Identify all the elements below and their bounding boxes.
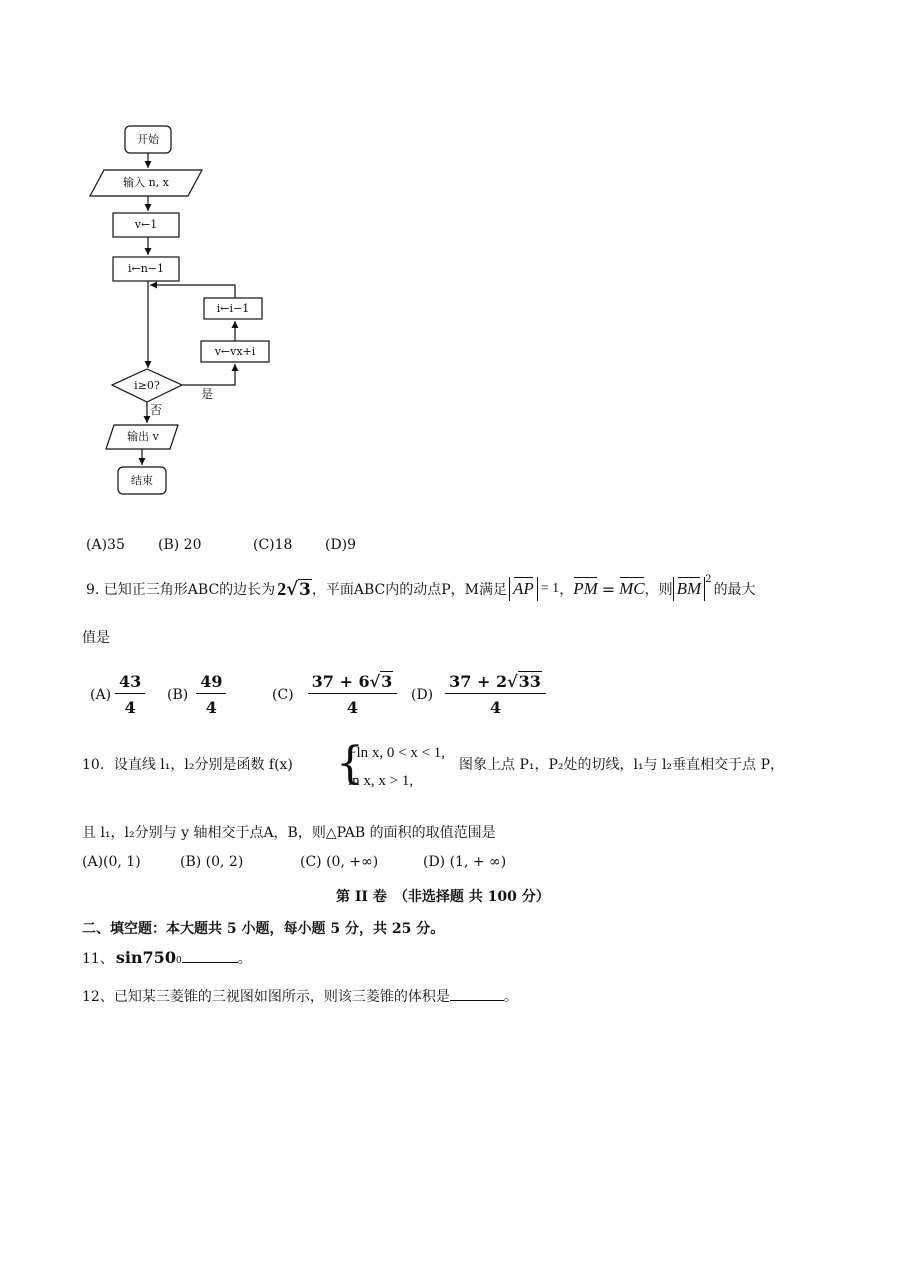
init-v-label: v←1: [134, 218, 158, 231]
vector-ap: AP: [513, 579, 534, 598]
q9-prefix: 9. 已知正三角形ABC的边长为: [86, 582, 276, 598]
update-label: v←vx+i: [214, 345, 256, 358]
q9-side-coef: 2: [277, 578, 287, 599]
q9-eq1: = 1: [540, 581, 560, 596]
output-label: 输出 v: [127, 430, 159, 443]
q9-side-root: 3: [299, 579, 311, 600]
q9-option-a-label: (A): [90, 686, 112, 703]
no-label: 否: [149, 403, 162, 417]
q9-option-d: (D) $\frac{37 + 2√33}{4}$: [411, 672, 546, 717]
vector-pm: PM: [573, 579, 598, 598]
q10-brace: {: [336, 738, 364, 789]
q9-option-b-num: 49: [196, 672, 226, 694]
q9-option-b: [167, 672, 226, 717]
q10-prefix: 10．设直线 l₁，l₂分别是函数 f(x): [82, 757, 293, 773]
condition-label: i≥0?: [134, 379, 160, 392]
q9-question: 9. 已知正三角形ABC的边长为 2 √ 3 ，平面ABC内的动点P，M满足 AP = 1 ， PM = MC ，则 BM $^2$ 的最大: [86, 574, 756, 600]
q9-option-a-den: 4: [124, 698, 136, 717]
q9-option-d-den: 4: [489, 698, 502, 717]
section2-header: 二、填空题：本大题共 5 小题，每小题 5 分，共 25 分。: [82, 921, 445, 937]
q9-option-c-num: 37 + 6: [311, 672, 370, 691]
q9-option-b-den: 4: [205, 698, 217, 717]
q9-option-d-root: 33: [518, 672, 541, 691]
q11-end: 。: [237, 951, 252, 967]
q9-option-c-den: 4: [346, 698, 359, 717]
q9-mid1: ，平面ABC内的动点P，M满足: [311, 582, 507, 598]
q10-case1: −ln x, 0 < x < 1,: [348, 745, 446, 761]
q9-option-d-label: (D): [411, 686, 434, 703]
q10-option-c: (C) (0, +∞): [300, 854, 379, 870]
q12-text: 12、已知某三菱锥的三视图如图所示，则该三菱锥的体积是: [82, 989, 450, 1005]
q9-option-c-label: (C): [272, 686, 294, 703]
q12-end: 。: [503, 989, 518, 1005]
end-label: 结束: [131, 474, 153, 487]
q8-option-b: (B) 20: [158, 537, 202, 553]
q9-square: 2: [705, 574, 712, 585]
q11-expr: sin750: [115, 948, 176, 967]
q9-eq: =: [601, 579, 616, 599]
vector-bm: BM: [676, 579, 702, 598]
decrement-label: i←i−1: [216, 302, 250, 315]
start-label: 开始: [137, 133, 159, 146]
q12: [82, 986, 518, 1006]
q12-answer-blank[interactable]: [450, 988, 504, 1001]
q9-option-c: (C) $\frac{37 + 6√3}{4}$: [272, 672, 397, 717]
q11-label: 11、: [82, 951, 114, 967]
q11-answer-blank[interactable]: [182, 950, 238, 963]
q9-option-b-label: (B): [167, 686, 189, 703]
q10-option-d: (D) (1, + ∞): [423, 854, 507, 870]
q9-mid2: ，则: [644, 582, 673, 598]
init-i-label: i←n−1: [127, 262, 165, 275]
q8-option-a: (A)35: [86, 537, 125, 553]
q9-suffix: 的最大: [713, 582, 756, 598]
q9-option-a-num: 43: [115, 672, 145, 694]
q8-option-d: (D)9: [325, 537, 357, 553]
q10-option-b: (B) (0, 2): [180, 854, 244, 870]
q9-option-a: [90, 672, 145, 717]
input-label: 输入 n, x: [123, 176, 169, 189]
yes-label: 是: [200, 387, 213, 401]
q11-sup: 0: [175, 956, 182, 966]
q10-line2: 且 l₁，l₂分别与 y 轴相交于点A，B，则△PAB 的面积的取值范围是: [82, 825, 496, 841]
q9-option-d-num: 37 + 2: [449, 672, 508, 691]
q9-line2: 值是: [82, 630, 110, 646]
q10-suffix: 图象上点 P₁，P₂处的切线，l₁与 l₂垂直相交于点 P，: [459, 757, 785, 773]
q8-option-c: (C)18: [253, 537, 293, 553]
q9-option-c-root: 3: [381, 672, 393, 691]
q10-case2: ln x, x > 1,: [348, 773, 414, 789]
q11: [82, 948, 252, 968]
q9-comma: ，: [559, 582, 574, 598]
section2-title: 第 II 卷 （非选择题 共 100 分）: [336, 889, 550, 905]
vector-mc: MC: [619, 579, 645, 598]
q10-option-a: (A)(0, 1): [82, 854, 141, 870]
